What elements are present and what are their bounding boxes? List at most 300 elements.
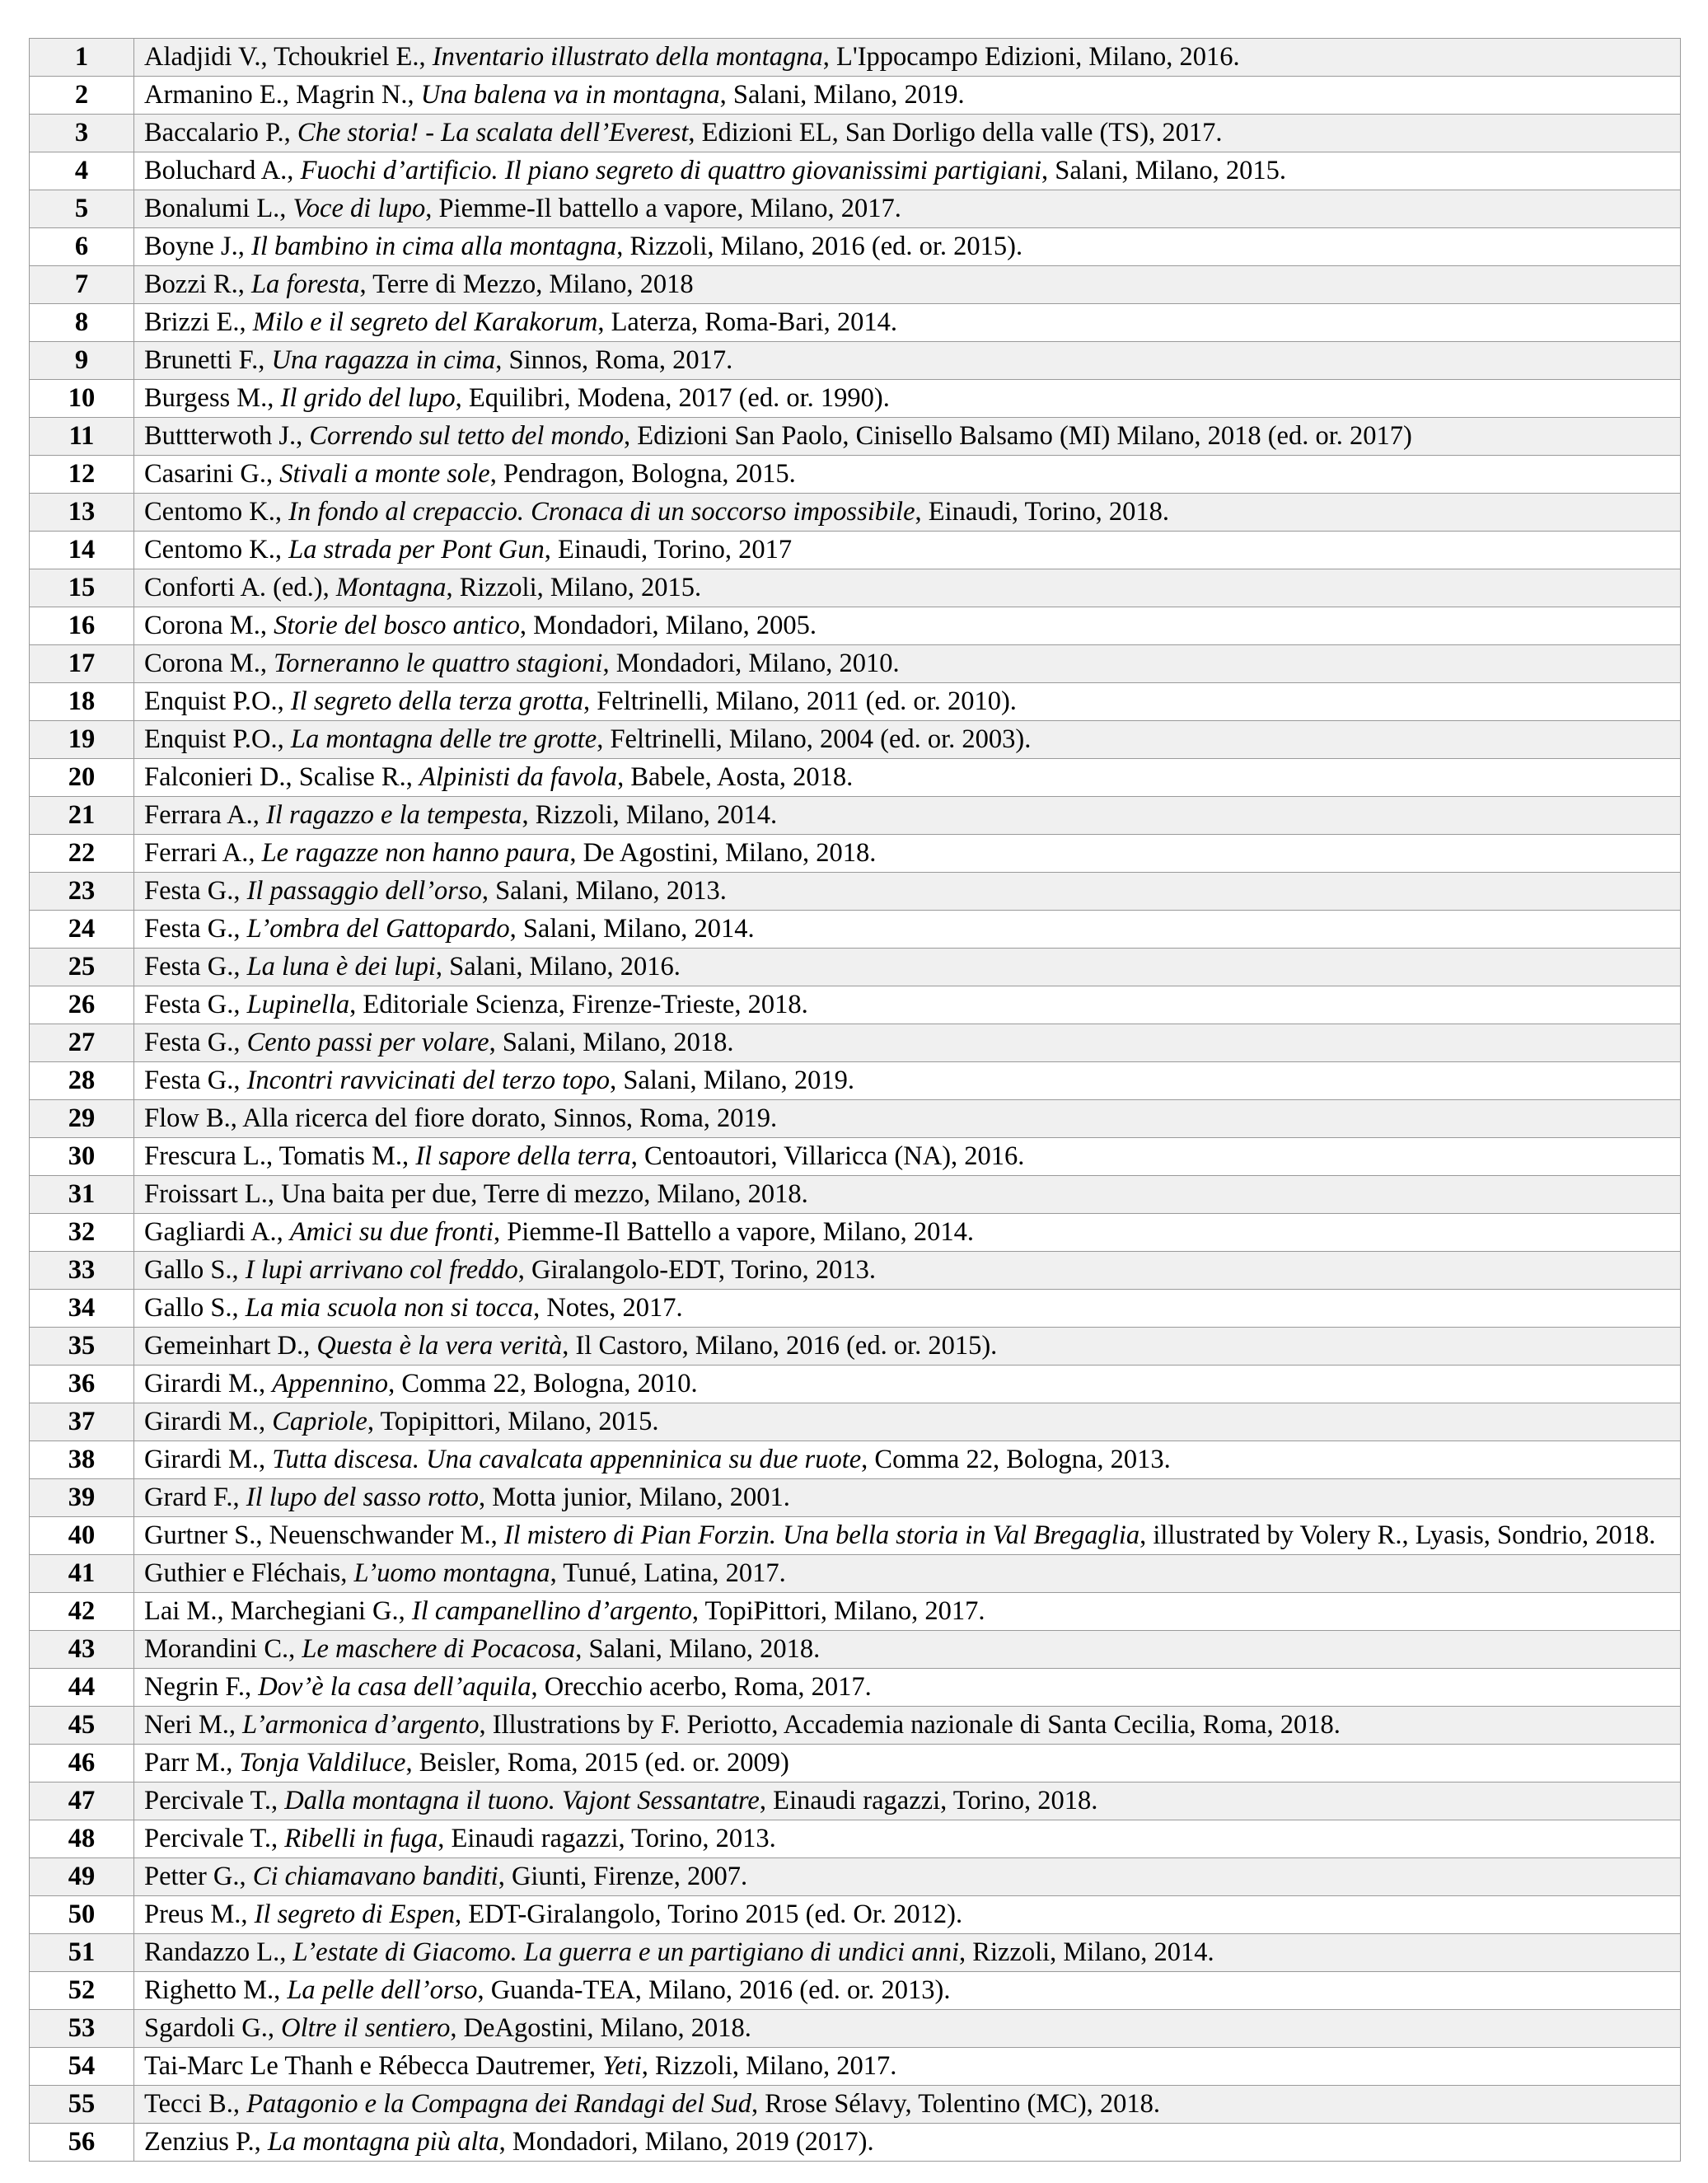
table-row bbox=[30, 115, 1681, 152]
entry-title: Dalla montagna il tuono. Vajont Sessantatre bbox=[284, 1786, 760, 1815]
entry-number: 1 bbox=[30, 39, 134, 77]
entry-publication: , Topipittori, Milano, 2015. bbox=[367, 1407, 659, 1436]
entry-authors: Grard F., bbox=[144, 1483, 246, 1512]
entry-publication: , Feltrinelli, Milano, 2011 (ed. or. 2010). bbox=[583, 686, 1017, 716]
table-row bbox=[30, 39, 1681, 77]
entry-reference bbox=[134, 494, 1681, 532]
entry-title: Il campanellino d’argento bbox=[411, 1596, 692, 1626]
entry-title: Il passaggio dell’orso bbox=[246, 876, 482, 906]
table-row bbox=[30, 1024, 1681, 1062]
table-row bbox=[30, 2010, 1681, 2048]
entry-authors: Conforti A. (ed.), bbox=[144, 573, 336, 602]
entry-title: L’armonica d’argento bbox=[242, 1710, 480, 1740]
table-row bbox=[30, 532, 1681, 569]
entry-reference bbox=[134, 1062, 1681, 1100]
table-row bbox=[30, 2048, 1681, 2086]
entry-title: In fondo al crepaccio. Cronaca di un soccorso impossibile bbox=[288, 497, 915, 527]
entry-title: L’uomo montagna bbox=[353, 1558, 550, 1588]
entry-number: 20 bbox=[30, 759, 134, 797]
entry-title: Questa è la vera verità bbox=[316, 1331, 563, 1361]
entry-title: Il segreto di Espen bbox=[254, 1900, 456, 1929]
entry-number: 19 bbox=[30, 721, 134, 759]
entry-authors: Tecci B., bbox=[144, 2089, 247, 2119]
entry-title: Tutta discesa. Una cavalcata appenninica su due ruote bbox=[272, 1445, 862, 1474]
table-row bbox=[30, 645, 1681, 683]
entry-title: Amici su due fronti bbox=[289, 1217, 494, 1247]
entry-authors: Enquist P.O., bbox=[144, 724, 291, 754]
entry-reference bbox=[134, 1745, 1681, 1782]
entry-reference bbox=[134, 721, 1681, 759]
entry-authors: Sgardoli G., bbox=[144, 2013, 282, 2043]
entry-number: 10 bbox=[30, 380, 134, 418]
entry-reference bbox=[134, 115, 1681, 152]
table-row bbox=[30, 873, 1681, 911]
entry-title: Montagna bbox=[335, 573, 447, 602]
entry-publication: , Sinnos, Roma, 2017. bbox=[495, 345, 733, 375]
entry-number: 18 bbox=[30, 683, 134, 721]
table-row bbox=[30, 835, 1681, 873]
entry-reference bbox=[134, 1972, 1681, 2010]
entry-title: Inventario illustrato della montagna bbox=[432, 42, 823, 72]
entry-authors: Flow B., Alla ricerca del fiore dorato, Sinnos, Roma, 2019. bbox=[144, 1103, 778, 1133]
entry-reference bbox=[134, 1290, 1681, 1328]
table-row bbox=[30, 1176, 1681, 1214]
entry-publication: , Mondadori, Milano, 2010. bbox=[602, 649, 900, 678]
entry-title: Lupinella bbox=[246, 990, 350, 1019]
entry-number: 21 bbox=[30, 797, 134, 835]
bibliography-table bbox=[29, 38, 1681, 2162]
entry-number: 6 bbox=[30, 228, 134, 266]
entry-number: 34 bbox=[30, 1290, 134, 1328]
entry-title: Le maschere di Pocacosa bbox=[302, 1634, 576, 1664]
table-row bbox=[30, 1328, 1681, 1366]
entry-authors: Falconieri D., Scalise R., bbox=[144, 762, 419, 792]
entry-reference bbox=[134, 190, 1681, 228]
entry-reference bbox=[134, 2086, 1681, 2124]
table-row bbox=[30, 683, 1681, 721]
entry-authors: Ferrara A., bbox=[144, 800, 266, 830]
entry-authors: Guthier e Fléchais, bbox=[144, 1558, 354, 1588]
entry-title: La luna è dei lupi bbox=[246, 952, 436, 981]
entry-number: 49 bbox=[30, 1858, 134, 1896]
entry-title: Correndo sul tetto del mondo bbox=[309, 421, 624, 451]
entry-number: 9 bbox=[30, 342, 134, 380]
entry-publication: , Rizzoli, Milano, 2014. bbox=[959, 1937, 1214, 1967]
entry-publication: , Rizzoli, Milano, 2014. bbox=[522, 800, 778, 830]
entry-authors: Buttterwoth J., bbox=[144, 421, 310, 451]
entry-reference bbox=[134, 77, 1681, 115]
table-row bbox=[30, 1214, 1681, 1252]
table-row bbox=[30, 1062, 1681, 1100]
entry-authors: Boyne J., bbox=[144, 232, 251, 261]
entry-publication: , Equilibri, Modena, 2017 (ed. or. 1990). bbox=[455, 383, 890, 413]
entry-reference bbox=[134, 418, 1681, 456]
entry-number: 55 bbox=[30, 2086, 134, 2124]
entry-title: La foresta bbox=[250, 269, 360, 299]
entry-reference bbox=[134, 1403, 1681, 1441]
entry-title: La mia scuola non si tocca bbox=[245, 1293, 534, 1323]
entry-number: 38 bbox=[30, 1441, 134, 1479]
entry-title: Ribelli in fuga bbox=[284, 1824, 438, 1853]
entry-authors: Gurtner S., Neuenschwander M., bbox=[144, 1520, 504, 1550]
entry-title: Le ragazze non hanno paura bbox=[261, 838, 570, 868]
table-row bbox=[30, 152, 1681, 190]
entry-authors: Girardi M., bbox=[144, 1445, 273, 1474]
entry-publication: , Rizzoli, Milano, 2016 (ed. or. 2015). bbox=[616, 232, 1023, 261]
bibliography-body bbox=[30, 39, 1681, 2162]
entry-publication: , Einaudi, Torino, 2018. bbox=[915, 497, 1170, 527]
entry-authors: Aladjidi V., Tchoukriel E., bbox=[144, 42, 433, 72]
entry-number: 41 bbox=[30, 1555, 134, 1593]
entry-number: 37 bbox=[30, 1403, 134, 1441]
table-row bbox=[30, 1745, 1681, 1782]
table-row bbox=[30, 1403, 1681, 1441]
entry-number: 47 bbox=[30, 1782, 134, 1820]
entry-number: 12 bbox=[30, 456, 134, 494]
entry-number: 40 bbox=[30, 1517, 134, 1555]
entry-title: La montagna più alta bbox=[267, 2127, 499, 2157]
entry-reference bbox=[134, 1024, 1681, 1062]
table-row bbox=[30, 911, 1681, 949]
entry-publication: , Guanda-TEA, Milano, 2016 (ed. or. 2013). bbox=[477, 1975, 951, 2005]
entry-authors: Bozzi R., bbox=[144, 269, 251, 299]
table-row bbox=[30, 1479, 1681, 1517]
entry-number: 43 bbox=[30, 1631, 134, 1669]
entry-title: Storie del bosco antico bbox=[274, 611, 520, 640]
entry-title: Patagonio e la Compagna dei Randagi del Sud bbox=[246, 2089, 752, 2119]
table-row bbox=[30, 1858, 1681, 1896]
entry-authors: Girardi M., bbox=[144, 1407, 273, 1436]
entry-authors: Frescura L., Tomatis M., bbox=[144, 1141, 416, 1171]
entry-publication: , Comma 22, Bologna, 2013. bbox=[861, 1445, 1171, 1474]
entry-title: Milo e il segreto del Karakorum bbox=[252, 307, 598, 337]
entry-reference bbox=[134, 456, 1681, 494]
entry-reference bbox=[134, 873, 1681, 911]
entry-publication: , Rrose Sélavy, Tolentino (MC), 2018. bbox=[751, 2089, 1161, 2119]
table-row bbox=[30, 1782, 1681, 1820]
entry-number: 17 bbox=[30, 645, 134, 683]
entry-authors: Festa G., bbox=[144, 990, 247, 1019]
entry-publication: , Tunué, Latina, 2017. bbox=[550, 1558, 786, 1588]
entry-publication: , Terre di Mezzo, Milano, 2018 bbox=[359, 269, 694, 299]
entry-reference bbox=[134, 228, 1681, 266]
entry-number: 45 bbox=[30, 1707, 134, 1745]
entry-reference bbox=[134, 1782, 1681, 1820]
entry-publication: , Babele, Aosta, 2018. bbox=[617, 762, 854, 792]
entry-reference bbox=[134, 39, 1681, 77]
entry-title: Yeti bbox=[602, 2051, 642, 2081]
entry-reference bbox=[134, 1138, 1681, 1176]
entry-authors: Brunetti F., bbox=[144, 345, 272, 375]
entry-number: 36 bbox=[30, 1366, 134, 1403]
entry-authors: Petter G., bbox=[144, 1862, 253, 1891]
entry-title: Il grido del lupo bbox=[280, 383, 456, 413]
entry-title: Il segreto della terza grotta bbox=[290, 686, 583, 716]
entry-reference bbox=[134, 645, 1681, 683]
entry-number: 53 bbox=[30, 2010, 134, 2048]
table-row bbox=[30, 1138, 1681, 1176]
entry-publication: , Einaudi, Torino, 2017 bbox=[544, 535, 793, 564]
entry-number: 23 bbox=[30, 873, 134, 911]
entry-publication: , Illustrations by F. Periotto, Accademia nazionale di Santa Cecilia, Roma, 2018. bbox=[479, 1710, 1341, 1740]
entry-publication: , EDT-Giralangolo, Torino 2015 (ed. Or. 2012). bbox=[455, 1900, 963, 1929]
entry-publication: , Piemme-Il Battello a vapore, Milano, 2014. bbox=[493, 1217, 975, 1247]
entry-authors: Gagliardi A., bbox=[144, 1217, 290, 1247]
entry-authors: Festa G., bbox=[144, 914, 247, 944]
entry-authors: Ferrari A., bbox=[144, 838, 262, 868]
entry-reference bbox=[134, 1934, 1681, 1972]
entry-title: Una ragazza in cima bbox=[271, 345, 496, 375]
table-row bbox=[30, 1896, 1681, 1934]
entry-title: L’estate di Giacomo. La guerra e un partigiano di undici anni bbox=[292, 1937, 960, 1967]
table-row bbox=[30, 228, 1681, 266]
table-row bbox=[30, 569, 1681, 607]
table-row bbox=[30, 1669, 1681, 1707]
entry-publication: , Piemme-Il battello a vapore, Milano, 2017. bbox=[425, 194, 901, 223]
entry-authors: Armanino E., Magrin N., bbox=[144, 80, 421, 110]
entry-publication: , Orecchio acerbo, Roma, 2017. bbox=[531, 1672, 872, 1702]
entry-authors: Percivale T., bbox=[144, 1786, 285, 1815]
entry-reference bbox=[134, 1252, 1681, 1290]
entry-authors: Festa G., bbox=[144, 876, 247, 906]
entry-reference bbox=[134, 1100, 1681, 1138]
entry-publication: , Mondadori, Milano, 2019 (2017). bbox=[498, 2127, 874, 2157]
entry-publication: , Feltrinelli, Milano, 2004 (ed. or. 2003). bbox=[597, 724, 1032, 754]
entry-number: 46 bbox=[30, 1745, 134, 1782]
entry-publication: , Giralangolo-EDT, Torino, 2013. bbox=[517, 1255, 877, 1285]
entry-number: 48 bbox=[30, 1820, 134, 1858]
entry-reference bbox=[134, 304, 1681, 342]
entry-number: 14 bbox=[30, 532, 134, 569]
table-row bbox=[30, 607, 1681, 645]
entry-number: 56 bbox=[30, 2124, 134, 2162]
entry-publication: , Il Castoro, Milano, 2016 (ed. or. 2015). bbox=[562, 1331, 998, 1361]
entry-authors: Boluchard A., bbox=[144, 156, 301, 185]
entry-number: 27 bbox=[30, 1024, 134, 1062]
entry-reference bbox=[134, 911, 1681, 949]
entry-publication: , Comma 22, Bologna, 2010. bbox=[388, 1369, 698, 1398]
table-row bbox=[30, 1707, 1681, 1745]
entry-publication: , Salani, Milano, 2018. bbox=[575, 1634, 821, 1664]
entry-title: Alpinisti da favola bbox=[419, 762, 618, 792]
entry-publication: , Salani, Milano, 2015. bbox=[1041, 156, 1286, 185]
entry-number: 29 bbox=[30, 1100, 134, 1138]
table-row bbox=[30, 1593, 1681, 1631]
entry-reference bbox=[134, 1896, 1681, 1934]
entry-reference bbox=[134, 797, 1681, 835]
entry-number: 26 bbox=[30, 986, 134, 1024]
entry-authors: Righetto M., bbox=[144, 1975, 288, 2005]
entry-publication: , L'Ippocampo Edizioni, Milano, 2016. bbox=[822, 42, 1240, 72]
entry-authors: Parr M., bbox=[144, 1748, 240, 1778]
table-row bbox=[30, 1366, 1681, 1403]
entry-authors: Burgess M., bbox=[144, 383, 281, 413]
entry-number: 15 bbox=[30, 569, 134, 607]
entry-number: 35 bbox=[30, 1328, 134, 1366]
table-row bbox=[30, 1972, 1681, 2010]
entry-title: Il mistero di Pian Forzin. Una bella storia in Val Bregaglia bbox=[503, 1520, 1140, 1550]
entry-title: Stivali a monte sole bbox=[279, 459, 490, 489]
entry-authors: Percivale T., bbox=[144, 1824, 285, 1853]
entry-title: La montagna delle tre grotte bbox=[290, 724, 597, 754]
table-row bbox=[30, 77, 1681, 115]
entry-reference bbox=[134, 835, 1681, 873]
entry-authors: Gemeinhart D., bbox=[144, 1331, 317, 1361]
entry-authors: Lai M., Marchegiani G., bbox=[144, 1596, 412, 1626]
entry-number: 16 bbox=[30, 607, 134, 645]
entry-title: Fuochi d’artificio. Il piano segreto di quattro giovanissimi partigiani bbox=[300, 156, 1041, 185]
entry-authors: Festa G., bbox=[144, 1066, 247, 1095]
entry-number: 52 bbox=[30, 1972, 134, 2010]
entry-title: Torneranno le quattro stagioni bbox=[274, 649, 603, 678]
entry-number: 33 bbox=[30, 1252, 134, 1290]
entry-number: 7 bbox=[30, 266, 134, 304]
entry-publication: , Salani, Milano, 2019. bbox=[719, 80, 965, 110]
entry-reference bbox=[134, 1555, 1681, 1593]
entry-title: L’ombra del Gattopardo bbox=[246, 914, 510, 944]
entry-authors: Preus M., bbox=[144, 1900, 255, 1929]
entry-title: Dov’è la casa dell’aquila bbox=[258, 1672, 531, 1702]
entry-reference bbox=[134, 152, 1681, 190]
entry-reference bbox=[134, 1858, 1681, 1896]
entry-reference bbox=[134, 266, 1681, 304]
entry-number: 3 bbox=[30, 115, 134, 152]
table-row bbox=[30, 418, 1681, 456]
entry-reference bbox=[134, 1820, 1681, 1858]
entry-number: 32 bbox=[30, 1214, 134, 1252]
table-row bbox=[30, 1252, 1681, 1290]
entry-publication: , Einaudi ragazzi, Torino, 2013. bbox=[438, 1824, 776, 1853]
entry-publication: , Motta junior, Milano, 2001. bbox=[479, 1483, 790, 1512]
entry-reference bbox=[134, 683, 1681, 721]
entry-authors: Gallo S., bbox=[144, 1255, 246, 1285]
table-row bbox=[30, 759, 1681, 797]
entry-reference bbox=[134, 1707, 1681, 1745]
entry-title: Capriole bbox=[272, 1407, 367, 1436]
table-row bbox=[30, 1631, 1681, 1669]
entry-reference bbox=[134, 759, 1681, 797]
entry-reference bbox=[134, 1479, 1681, 1517]
entry-publication: , Editoriale Scienza, Firenze-Trieste, 2018. bbox=[349, 990, 808, 1019]
table-row bbox=[30, 986, 1681, 1024]
entry-publication: , Salani, Milano, 2013. bbox=[481, 876, 727, 906]
entry-authors: Corona M., bbox=[144, 611, 274, 640]
entry-authors: Girardi M., bbox=[144, 1369, 273, 1398]
entry-reference bbox=[134, 986, 1681, 1024]
entry-reference bbox=[134, 532, 1681, 569]
entry-title: La pelle dell’orso bbox=[287, 1975, 478, 2005]
table-row bbox=[30, 797, 1681, 835]
entry-reference bbox=[134, 1366, 1681, 1403]
entry-reference bbox=[134, 2124, 1681, 2162]
entry-number: 50 bbox=[30, 1896, 134, 1934]
entry-number: 2 bbox=[30, 77, 134, 115]
table-row bbox=[30, 1555, 1681, 1593]
entry-reference bbox=[134, 569, 1681, 607]
entry-number: 4 bbox=[30, 152, 134, 190]
table-row bbox=[30, 1517, 1681, 1555]
entry-reference bbox=[134, 1631, 1681, 1669]
entry-title: Che storia! - La scalata dell’Everest bbox=[297, 118, 689, 148]
table-row bbox=[30, 2124, 1681, 2162]
table-row bbox=[30, 342, 1681, 380]
entry-reference bbox=[134, 1328, 1681, 1366]
entry-authors: Tai-Marc Le Thanh e Rébecca Dautremer, bbox=[144, 2051, 603, 2081]
entry-title: Il sapore della terra bbox=[415, 1141, 631, 1171]
entry-publication: , illustrated by Volery R., Lyasis, Sondrio, 2018. bbox=[1139, 1520, 1656, 1550]
entry-publication: , Einaudi ragazzi, Torino, 2018. bbox=[759, 1786, 1098, 1815]
entry-authors: Festa G., bbox=[144, 952, 247, 981]
entry-number: 11 bbox=[30, 418, 134, 456]
entry-title: Oltre il sentiero bbox=[281, 2013, 451, 2043]
entry-authors: Enquist P.O., bbox=[144, 686, 291, 716]
entry-title: Ci chiamavano banditi bbox=[252, 1862, 498, 1891]
entry-reference bbox=[134, 380, 1681, 418]
table-row bbox=[30, 2086, 1681, 2124]
entry-number: 30 bbox=[30, 1138, 134, 1176]
entry-number: 25 bbox=[30, 949, 134, 986]
entry-authors: Zenzius P., bbox=[144, 2127, 268, 2157]
entry-title: Il bambino in cima alla montagna bbox=[251, 232, 617, 261]
entry-title: Tonja Valdiluce bbox=[239, 1748, 406, 1778]
entry-authors: Centomo K., bbox=[144, 535, 289, 564]
entry-publication: , Pendragon, Bologna, 2015. bbox=[489, 459, 796, 489]
entry-publication: , Salani, Milano, 2018. bbox=[489, 1028, 734, 1057]
entry-reference bbox=[134, 2010, 1681, 2048]
entry-reference bbox=[134, 1593, 1681, 1631]
entry-authors: Bonalumi L., bbox=[144, 194, 293, 223]
entry-authors: Casarini G., bbox=[144, 459, 280, 489]
entry-publication: , Salani, Milano, 2014. bbox=[509, 914, 755, 944]
entry-title: Il lupo del sasso rotto bbox=[246, 1483, 480, 1512]
entry-number: 51 bbox=[30, 1934, 134, 1972]
entry-number: 13 bbox=[30, 494, 134, 532]
table-row bbox=[30, 1934, 1681, 1972]
entry-authors: Negrin F., bbox=[144, 1672, 259, 1702]
entry-authors: Randazzo L., bbox=[144, 1937, 293, 1967]
table-row bbox=[30, 494, 1681, 532]
entry-number: 5 bbox=[30, 190, 134, 228]
entry-publication: , TopiPittori, Milano, 2017. bbox=[691, 1596, 985, 1626]
entry-title: Appennino bbox=[272, 1369, 389, 1398]
entry-number: 42 bbox=[30, 1593, 134, 1631]
table-row bbox=[30, 1100, 1681, 1138]
entry-publication: , Salani, Milano, 2019. bbox=[610, 1066, 855, 1095]
entry-authors: Centomo K., bbox=[144, 497, 289, 527]
entry-publication: , DeAgostini, Milano, 2018. bbox=[450, 2013, 751, 2043]
entry-title: La strada per Pont Gun bbox=[288, 535, 545, 564]
entry-publication: , Salani, Milano, 2016. bbox=[435, 952, 681, 981]
entry-publication: , Rizzoli, Milano, 2017. bbox=[641, 2051, 897, 2081]
entry-reference bbox=[134, 2048, 1681, 2086]
entry-reference bbox=[134, 1214, 1681, 1252]
entry-reference bbox=[134, 1517, 1681, 1555]
entry-publication: , Laterza, Roma-Bari, 2014. bbox=[597, 307, 898, 337]
entry-publication: , Centoautori, Villaricca (NA), 2016. bbox=[630, 1141, 1025, 1171]
entry-number: 54 bbox=[30, 2048, 134, 2086]
entry-authors: Baccalario P., bbox=[144, 118, 297, 148]
entry-reference bbox=[134, 607, 1681, 645]
entry-authors: Morandini C., bbox=[144, 1634, 302, 1664]
entry-authors: Brizzi E., bbox=[144, 307, 253, 337]
table-row bbox=[30, 1441, 1681, 1479]
entry-number: 44 bbox=[30, 1669, 134, 1707]
entry-title: Voce di lupo bbox=[292, 194, 426, 223]
entry-title: Incontri ravvicinati del terzo topo bbox=[246, 1066, 611, 1095]
entry-publication: , Edizioni San Paolo, Cinisello Balsamo (MI) Milano, 2018 (ed. or. 2017) bbox=[623, 421, 1412, 451]
entry-reference bbox=[134, 1176, 1681, 1214]
entry-title: Una balena va in montagna bbox=[420, 80, 720, 110]
